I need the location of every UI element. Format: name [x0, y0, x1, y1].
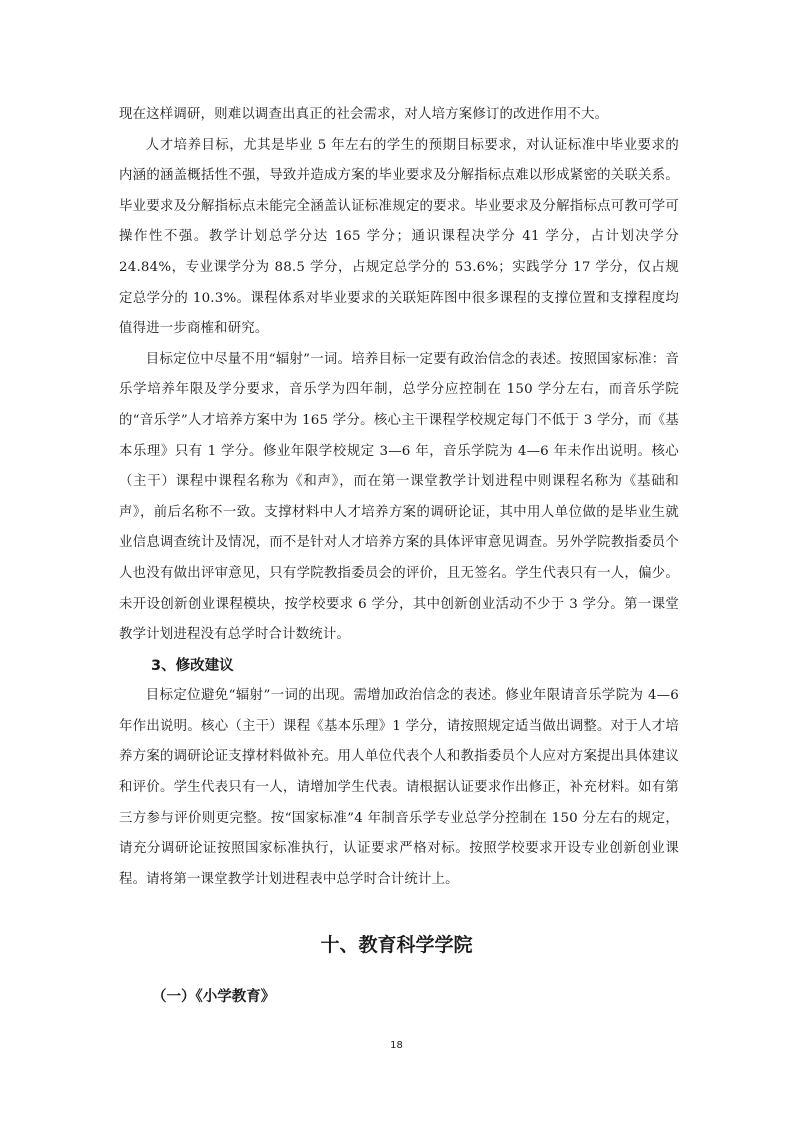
paragraph-suggestions: 目标定位避免“辐射”一词的出现。需增加政治信念的表述。修业年限请音乐学院为 4—6 年作出说明。核心（主干）课程《基本乐理》1 学分，请按照规定适当做出调整。对于人才培养方案的调研论证支撑材料做补充。用人单位代表个人和教指委员个人应对方案提出具体建议和评价。学生代表只有一人，请增加学生代表。请根据认证要求作出修正，补充材料。如有第三方参与评价则更完整。按“国家标准”4 年制音乐学专业总学分控制在 150 分左右的规定，请充分调研论证按照国家标准执行，认证要求严格对标。按照学校要求开设专业创新创业课程。请将第一课堂教学计划进程表中总学时合计统计上。: [119, 688, 679, 887]
section-title: 十、教育科学学院: [320, 934, 473, 956]
subheading-revision-suggestions: 3、修改建议: [151, 657, 234, 674]
item-title: （一）《小学教育》: [152, 989, 276, 1005]
page-number: 18: [390, 1040, 403, 1051]
paragraph-continuation: 现在这样调研，则难以调查出真正的社会需求，对人培方案修订的改进作用不大。: [119, 107, 609, 122]
paragraph-goal-positioning: 目标定位中尽量不用“辐射”一词。培养目标一定要有政治信念的表述。按照国家标准：音乐学培养年限及学分要求，音乐学为四年制，总学分应控制在 150 学分左右，而音乐学院的“音乐学”人才培养方案中为 165 学分。核心主干课程学校规定每门不低于 3 学分，而《基本乐理》只有 1 学分。修业年限学校规定 3—6 年，音乐学院为 4—6 年未作出说明。核心（主干）课程中课程名称为《和声》，而在第一课堂教学计划进程中则课程名称为《基础和声》，前后名称不一致。支撑材料中人才培养方案的调研论证，其中用人单位做的是毕业生就业信息调查统计及情况，而不是针对人才培养方案的具体评审意见调查。另外学院教指委员个人也没有做出评审意见，只有学院教指委员会的评价，且无签名。学生代表只有一人，偏少。未开设创新创业课程模块，按学校要求 6 学分，其中创新创业活动不少于 3 学分。第一课堂教学计划进程没有总学时合计数统计。: [119, 351, 679, 643]
body-text: [119, 100, 679, 895]
paragraph-training-goals: 人才培养目标，尤其是毕业 5 年左右的学生的预期目标要求，对认证标准中毕业要求的内涵的涵盖概括性不强，导致并造成方案的毕业要求及分解指标点难以形成紧密的关联关系。毕业要求及分解指标点未能完全涵盖认证标准规定的要求。毕业要求及分解指标点可教可学可操作性不强。教学计划总学分达 165 学分；通识课程决学分 41 学分，占计划决学分 24.84%，专业课学分为 88.5 学分，占规定总学分的 53.6%；实践学分 17 学分，仅占规定总学分的 10.3%。课程体系对毕业要求的关联矩阵图中很多课程的支撑位置和支撑程度均值得进一步商榷和研究。: [119, 137, 679, 337]
